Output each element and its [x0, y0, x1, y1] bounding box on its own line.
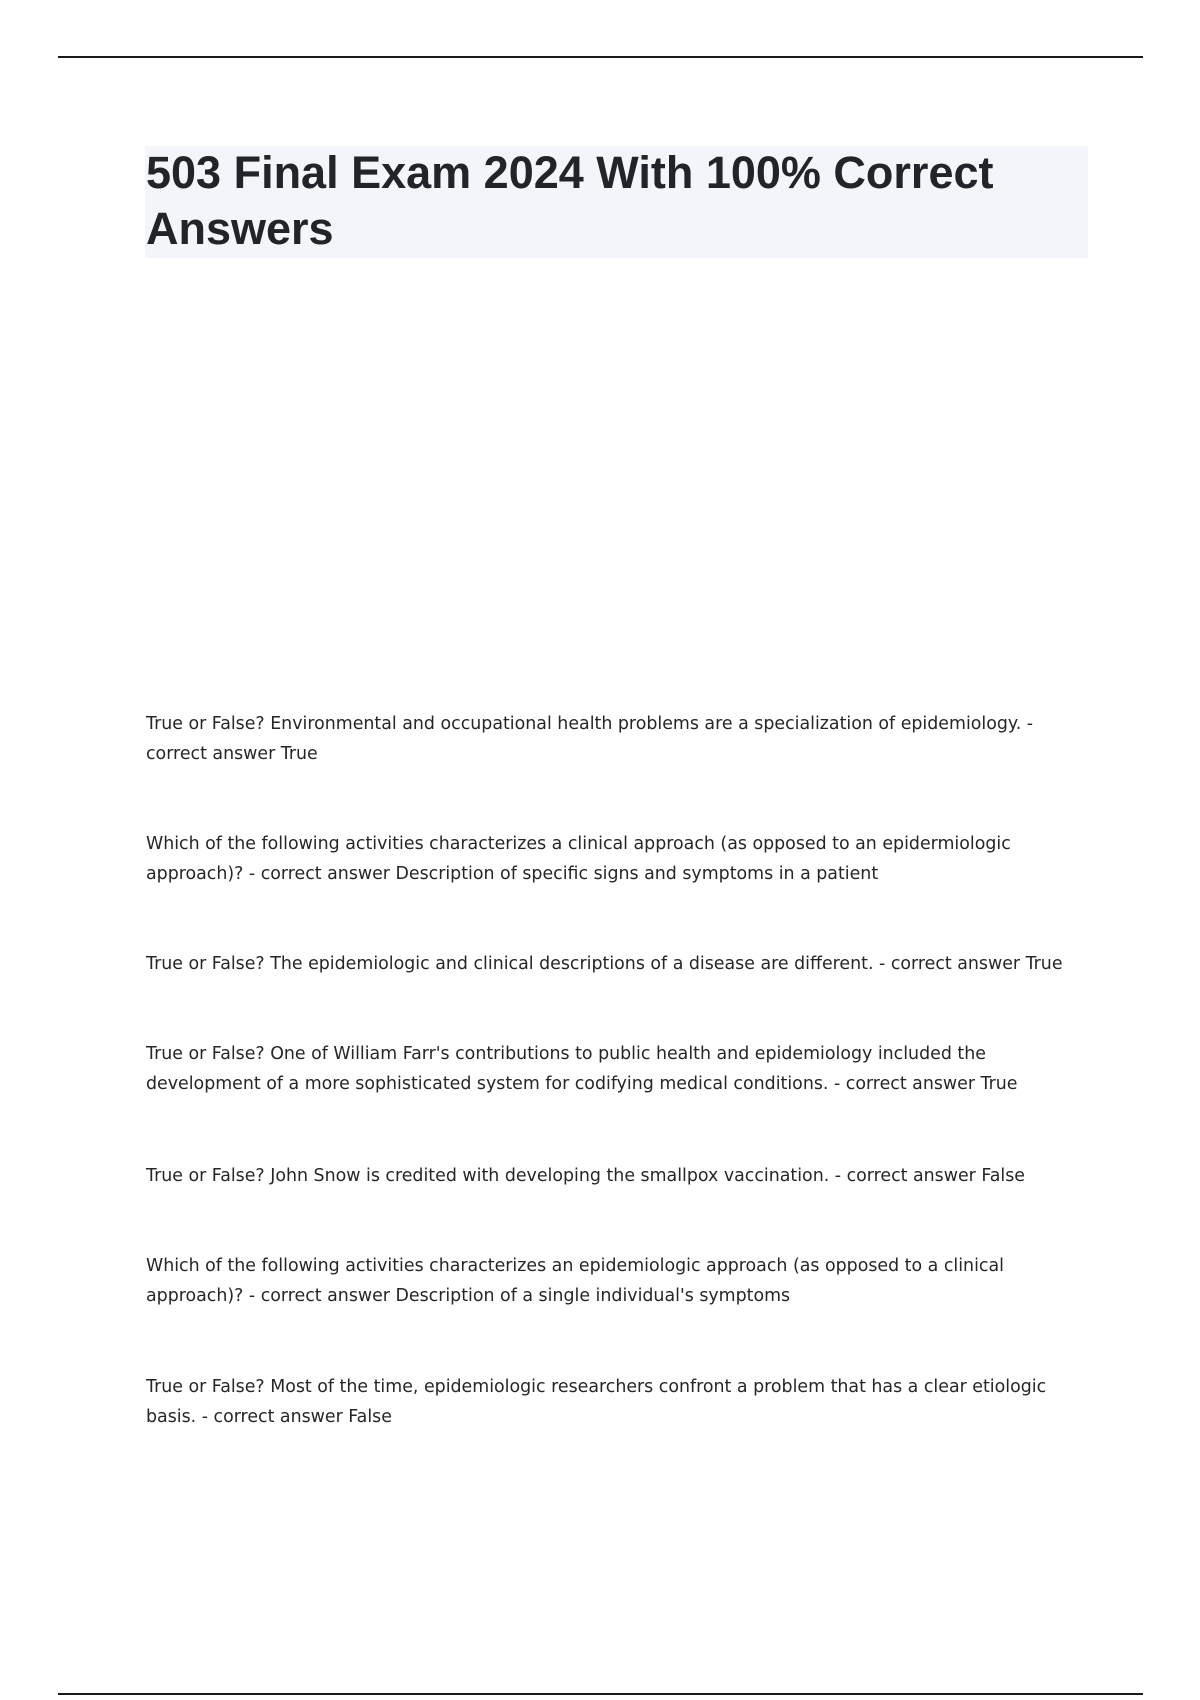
- page-title: 503 Final Exam 2024 With 100% Correct Answers: [146, 147, 994, 254]
- question-item: True or False? Environmental and occupational health problems are a specialization of epidemiology. - correct answer True: [146, 714, 1034, 764]
- question-item: Which of the following activities characterizes a clinical approach (as opposed to an epidermiologic approach)? - correct answer Description of specific signs and symptoms in a patient: [146, 834, 1011, 884]
- bottom-divider: [58, 1693, 1143, 1695]
- top-divider: [58, 56, 1143, 58]
- question-item: True or False? John Snow is credited with developing the smallpox vaccination. - correct answer False: [146, 1166, 1025, 1186]
- question-item: True or False? The epidemiologic and clinical descriptions of a disease are different. - correct answer True: [146, 954, 1063, 974]
- question-item: Which of the following activities characterizes an epidemiologic approach (as opposed to a clinical approach)? - correct answer Description of a single individual's symptoms: [146, 1256, 1004, 1306]
- question-item: True or False? One of William Farr's contributions to public health and epidemiology included the development of a more sophisticated system for codifying medical conditions. - correct answer True: [146, 1044, 1018, 1094]
- question-list: [146, 709, 1096, 1432]
- question-item: True or False? Most of the time, epidemiologic researchers confront a problem that has a clear etiologic basis. - correct answer False: [146, 1377, 1047, 1427]
